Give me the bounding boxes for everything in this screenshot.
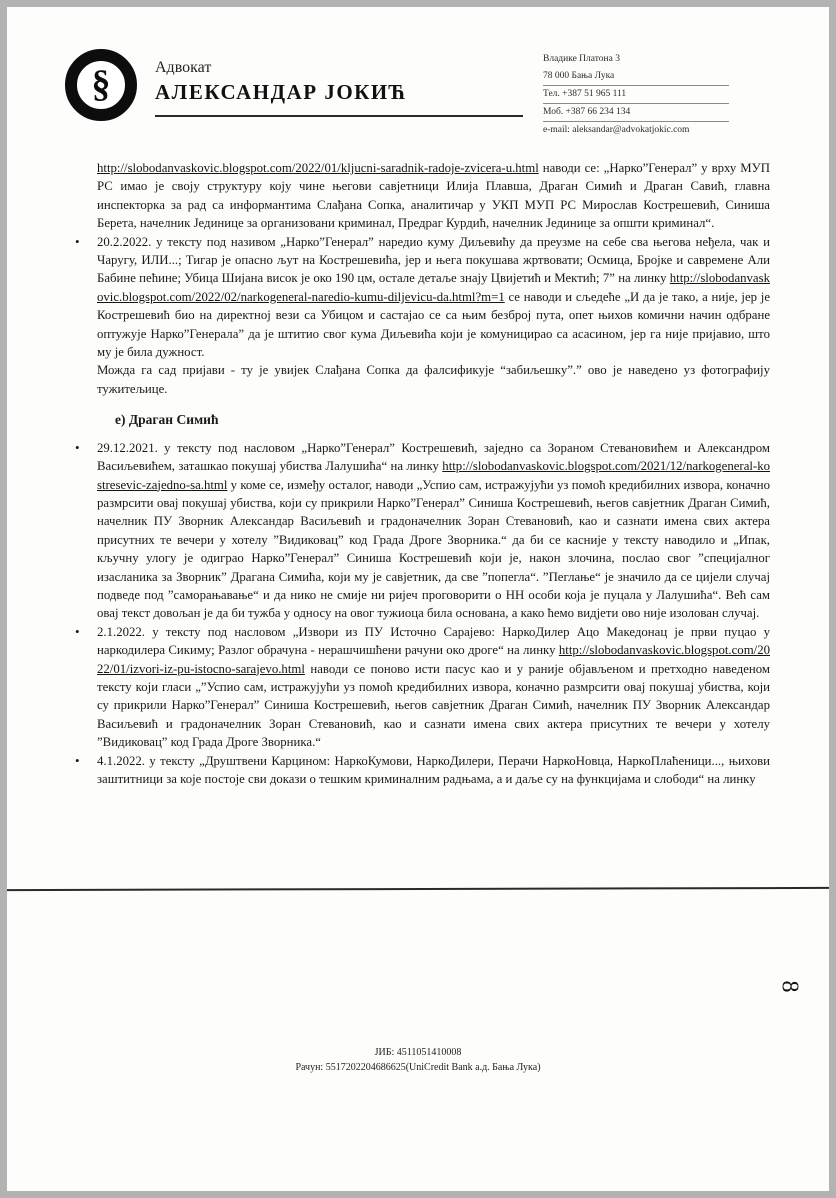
text-run: наводи се поново исти пасус као и у раније објављеном и претходно наведеном тексту који гласи „”Успио сам, истражујући уз помоћ кредибилних извора, коначно размрсити овај покушај убиства, који су прикрили Нарко”Генерал” Синиша Кострешевић, његов савјетник Драган Симић, начелник ПУ Зворник Александар Васиљевић и градоначелник Зоран Стевановић, као и сазнати имена свих актера присутних те вечери у хотелу ”Видиковац” код Града Дроге Зворника.“ bbox=[97, 661, 770, 750]
contact-line: 78 000 Бања Лука bbox=[543, 68, 729, 86]
paragraph bbox=[75, 623, 770, 752]
paragraph bbox=[97, 361, 770, 398]
strike-line bbox=[7, 887, 829, 891]
lawyer-name-block bbox=[155, 59, 523, 117]
footer-account: Рачун: 5517202204686625(UniCredit Bank а.д. Бања Лука) bbox=[295, 1062, 541, 1073]
text-run: 29.12.2021. у тексту под насловом „Нарко”Генерал” Кострешевић, заједно са Зораном Стевановићем и Александром Васиљевићем, заташкао покушај убиства Лалушића“ на линку bbox=[97, 440, 770, 474]
paragraph bbox=[75, 752, 770, 789]
paragraph bbox=[75, 439, 770, 623]
text-run: у коме се, између осталог, наводи „Успио сам, истражујући уз помоћ кредибилних извора, коначно размрсити овај покушај убиства, који су прикрили Нарко”Генерал” Синиша Кострешевић, његов савјетник Драган Симић, начелник ПУ Зворник Александар Васиљевић и градоначелник Зоран Стевановић, као и сазнати имена свих актера присутних те вечери у хотелу ”Видиковац” код Града Дроге Зворника.“ да би се касније у тексту наводило и „Ипак, кључну улогу је одиграо Нарко”Генерал” Синиша Кострешевић који је, након злочина, послао свог ”специјалног изасланика за Зворник” Драгана Симића, који му је савјетник, да све ”попегла“. ”Пеглање“ је значило да се цијели случај подведе под ”саморањавање“ и да нико не смије ни ријеч проговорити о НН особи која је пуцала у Лалушића“. Већ сам овај текст довољан је да би тужба у односу на овог тужиоца била основана, а како ћемо видјети ово није изолован случај. bbox=[97, 477, 770, 621]
text-run: Можда га сад пријави - ту је увијек Слађана Сопка да фалсификује “забиљешку”.” ово је наведено уз фотографију тужитељице. bbox=[97, 363, 770, 396]
lawyer-name: АЛЕКСАНДАР ЈОКИЋ bbox=[155, 80, 408, 104]
lawyer-role: Адвокат bbox=[155, 59, 212, 76]
blog-link[interactable]: http://slobodanvaskovic.blogspot.com/2022/02/narkogeneral-naredio-kumu-diljevicu-da.html?m=1 bbox=[97, 271, 770, 304]
paragraph bbox=[75, 233, 770, 362]
section-heading bbox=[115, 411, 770, 429]
document-body bbox=[75, 159, 770, 788]
blog-link[interactable]: http://slobodanvaskovic.blogspot.com/2022/01/kljucni-saradnik-radoje-zvicera-u.html bbox=[97, 161, 539, 175]
text-run: 2.1.2022. у тексту под насловом „Извори из ПУ Источно Сарајево: НаркоДилер Ацо Македонац је први пуцао у наркодилера Сикиму; Разлог обрачуна - нерашчишћени рачуни око дроге“ на линку bbox=[97, 624, 770, 658]
bullet-marker: • bbox=[75, 439, 80, 455]
blog-link[interactable]: http://slobodanvaskovic.blogspot.com/2022/01/izvori-iz-pu-istocno-sarajevo.html bbox=[97, 643, 770, 676]
letterhead bbox=[7, 7, 829, 145]
text-run: наводи се: „Нарко”Генерал” у врху МУП РС имао је своју структуру коју чине његови савјетници Илија Плавша, Драган Симић и Драган Савић, главна инспекторка за рад са информантима Слађана Сопка, аналитичар у УКП МУП РС Мирослав Кострешевић, Синиша Берета, начелник Јединице за организовани криминал, Предраг Курдић, начелник Јединице за општи криминал“. bbox=[97, 161, 770, 231]
law-firm-logo bbox=[65, 49, 137, 121]
bullet-marker: • bbox=[75, 233, 80, 249]
contact-line: Тел. +387 51 965 111 bbox=[543, 86, 729, 104]
text-run: е) Драган Симић bbox=[115, 412, 219, 428]
text-run: се наводи и сљедеће „И да је тако, а није, јер је Кострешевић био на директној вези са Убицом и састајао се са њим безброј пута, опет њихов комични начин одбране оптужује Нарко”Генерала” да је штитио свог кума Диљевића који је комуницирао са асасином, јер га није пријавио, што му је била дужност. bbox=[97, 289, 770, 360]
blog-link[interactable]: http://slobodanvaskovic.blogspot.com/2021/12/narkogeneral-kostresevic-zajedno-sa.html bbox=[97, 459, 770, 492]
footer-jib: ЈИБ: 4511051410008 bbox=[374, 1047, 462, 1058]
bullet-marker: • bbox=[75, 623, 80, 639]
contact-line: e-mail: aleksandar@advokatjokic.com bbox=[543, 125, 690, 135]
bullet-marker: • bbox=[75, 752, 80, 768]
text-run: 20.2.2022. у тексту под називом „Нарко”Генерал” наредио куму Диљевићу да преузме на себе сва његова неђела, чак и Чаругу, ИЛИ...; Тигар је опасно љут на Кострешевића, јер и њега покушава жртвовати; Осмица, Бројке и савремене Али Бабине пећине; Убица Шијана висок је око 190 цм, остале детаље знају Цвијетић и Мектић; 7” на линку bbox=[97, 234, 770, 286]
contact-block bbox=[543, 51, 729, 139]
document-page bbox=[7, 7, 829, 1191]
paragraph bbox=[97, 159, 770, 233]
document-footer bbox=[7, 1045, 829, 1075]
text-run: 4.1.2022. у тексту „Друштвени Карцином: НаркоКумови, НаркоДилери, Перачи НаркоНовца, НаркоПлаћеници..., њихови заштитници за које постоје сви докази о тешким криминалним радњама, а и даље су на функцијама и слободи“ на линку bbox=[97, 753, 770, 786]
section-sign-icon: § bbox=[91, 63, 111, 105]
page-number: 8 bbox=[776, 980, 803, 993]
contact-line: Владике Платона 3 bbox=[543, 54, 620, 64]
contact-line: Моб. +387 66 234 134 bbox=[543, 104, 729, 122]
